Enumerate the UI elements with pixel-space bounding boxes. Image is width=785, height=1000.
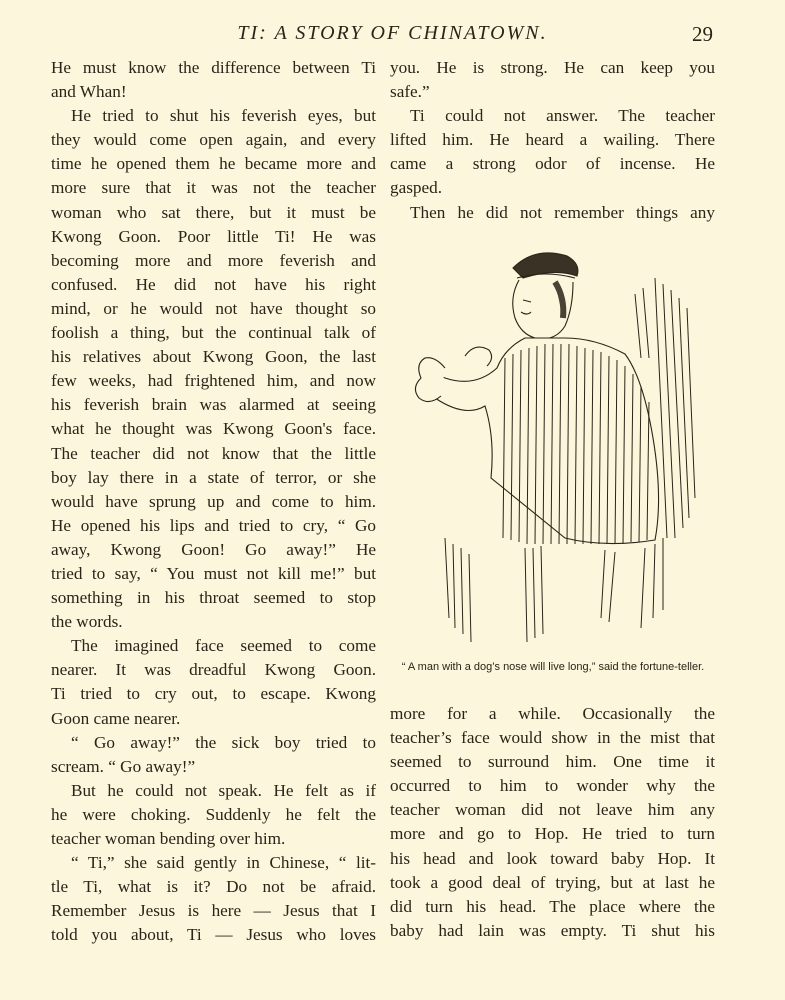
page-number: 29 bbox=[692, 22, 713, 46]
text-line: teacher woman did not leave him any bbox=[390, 800, 715, 820]
illustration-fortune-teller bbox=[405, 238, 715, 656]
text-line: would have sprung up and come to him. bbox=[51, 491, 376, 511]
illustration-caption: “ A man with a dog’s nose will live long,” said the fortune-teller. bbox=[401, 661, 705, 673]
text-line: took a good deal of trying, but at last he bbox=[390, 872, 715, 892]
text-line: tle Ti, what is it? Do not be afraid. bbox=[51, 877, 376, 897]
text-line: more for a while. Occasionally the bbox=[390, 704, 715, 723]
text-line: occurred to him to wonder why the bbox=[390, 776, 715, 796]
text-line: “ Ti,” she said gently in Chinese, “ lit- bbox=[71, 853, 376, 873]
text-line: safe.” bbox=[390, 82, 430, 102]
text-line: few weeks, had frightened him, and now bbox=[51, 371, 376, 391]
text-line: becoming more and more feverish and bbox=[51, 250, 376, 270]
right-text-column-bottom bbox=[390, 702, 715, 943]
right-text-column-top bbox=[390, 56, 715, 225]
text-line: they would come open again, and every bbox=[51, 130, 376, 150]
text-line: Remember Jesus is here — Jesus that I bbox=[51, 901, 376, 921]
text-line: time he opened them he became more and bbox=[51, 154, 376, 174]
text-line: Kwong Goon. Poor little Ti! He was bbox=[51, 226, 376, 246]
text-line: The imagined face seemed to come bbox=[71, 636, 376, 656]
left-text-column bbox=[51, 56, 376, 947]
text-line: seemed to surround him. One time it bbox=[390, 752, 715, 772]
text-line: you. He is strong. He can keep you bbox=[390, 58, 715, 77]
text-line: what he thought was Kwong Goon's face. bbox=[51, 419, 376, 439]
text-line: “ Go away!” the sick boy tried to bbox=[71, 732, 376, 752]
text-line: his relatives about Kwong Goon, the last bbox=[51, 347, 376, 367]
text-line: He tried to shut his feverish eyes, but bbox=[71, 106, 376, 126]
text-line: teacher’s face would show in the mist that bbox=[390, 728, 715, 748]
text-line: something in his throat seemed to stop bbox=[51, 588, 376, 608]
text-line: the words. bbox=[51, 612, 123, 632]
text-line: scream. “ Go away!” bbox=[51, 756, 196, 776]
text-line: he were choking. Suddenly he felt the bbox=[51, 804, 376, 824]
text-line: lifted him. He heard a wailing. There bbox=[390, 130, 715, 150]
page-header bbox=[0, 22, 785, 52]
text-line: Goon came nearer. bbox=[51, 708, 181, 728]
text-line: Then he did not remember things any bbox=[410, 202, 715, 222]
text-line: The teacher did not know that the little bbox=[51, 443, 376, 463]
fortune-teller-drawing bbox=[405, 238, 715, 656]
text-line: boy lay there in a state of terror, or she bbox=[51, 467, 376, 487]
text-line: confused. He did not have his right bbox=[51, 274, 376, 294]
running-title: TI: A STORY OF CHINATOWN. bbox=[237, 22, 548, 44]
text-line: teacher woman bending over him. bbox=[51, 829, 286, 848]
text-line: woman who sat there, but it must be bbox=[51, 202, 376, 222]
text-line: He must know the difference between Ti bbox=[51, 58, 376, 77]
text-line: more sure that it was not the teacher bbox=[51, 178, 376, 198]
text-line: Ti tried to cry out, to escape. Kwong bbox=[51, 684, 376, 704]
text-line: foolish a thing, but the continual talk of bbox=[51, 323, 376, 343]
text-line: baby had lain was empty. Ti shut his bbox=[390, 920, 715, 940]
text-line: He opened his lips and tried to cry, “ Go bbox=[51, 515, 376, 535]
text-line: his head and look toward baby Hop. It bbox=[390, 848, 715, 868]
text-line: Ti could not answer. The teacher bbox=[410, 106, 715, 126]
text-line: came a strong odor of incense. He bbox=[390, 154, 715, 174]
text-line: nearer. It was dreadful Kwong Goon. bbox=[51, 660, 376, 680]
text-line: and Whan! bbox=[51, 82, 127, 102]
text-line: gasped. bbox=[390, 178, 443, 198]
text-line: more and go to Hop. He tried to turn bbox=[390, 824, 715, 844]
text-line: away, Kwong Goon! Go away!” He bbox=[51, 539, 376, 559]
text-line: his feverish brain was alarmed at seeing bbox=[51, 395, 376, 415]
text-line: mind, or he would not have thought so bbox=[51, 298, 376, 318]
text-line: tried to say, “ You must not kill me!” but bbox=[51, 563, 376, 583]
text-line: But he could not speak. He felt as if bbox=[71, 780, 376, 800]
text-line: told you about, Ti — Jesus who loves bbox=[51, 925, 376, 945]
text-line: did turn his head. The place where the bbox=[390, 896, 715, 916]
